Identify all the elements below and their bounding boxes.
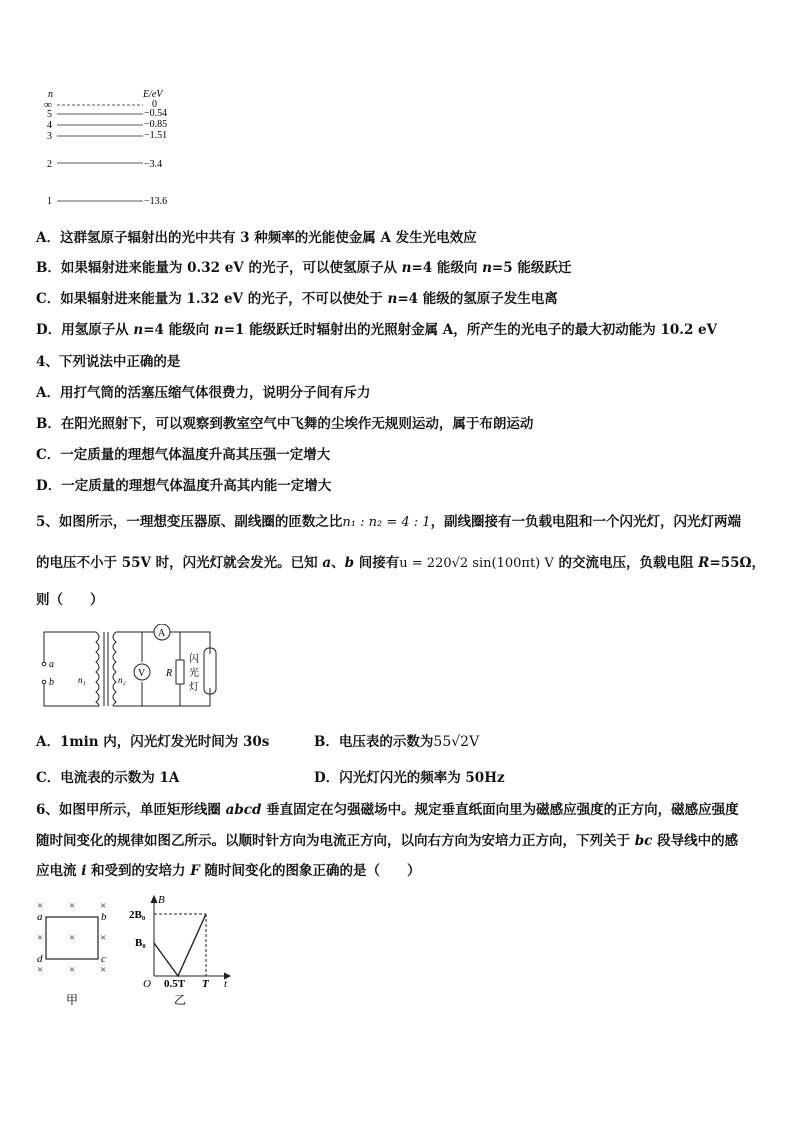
q4-stem: 4、下列说法中正确的是 — [36, 354, 181, 370]
q5-stem-line2: 的电压不小于 55V 时，闪光灯就会发光。已知 a、b 间接有u = 220√2 sin(100πt) V 的交流电压，负载电阻 R=55Ω， — [36, 555, 766, 571]
terminal-a: a — [49, 659, 54, 670]
level-n-1: 1 — [47, 196, 52, 207]
y-tick-2b0: 2B₀ — [129, 909, 146, 921]
svg-text:×: × — [100, 932, 107, 944]
label-n1: n₁ — [78, 675, 86, 685]
corner-c: c — [101, 953, 106, 965]
level-e-1: −13.6 — [144, 196, 168, 207]
caption-jia: 甲 — [66, 993, 79, 1007]
y-axis-label: B — [158, 894, 165, 906]
level-e-3: −1.51 — [144, 130, 168, 141]
origin-label: O — [143, 978, 151, 990]
svg-text:×: × — [69, 932, 76, 944]
level-n-5: 5 — [47, 109, 52, 120]
q5-stem-line3: 则（ ） — [36, 592, 104, 608]
voltage-formula: u = 220√2 sin(100πt) V — [399, 556, 554, 571]
q5-stem-line1: 5、如图所示，一理想变压器原、副线圈的匝数之比n₁ : n₂ = 4 : 1，副线圈接有一负载电阻和一个闪光灯，闪光灯两端 — [36, 514, 742, 530]
corner-a: a — [37, 911, 43, 923]
q5-option-d: D．闪光灯闪光的频率为 50Hz — [314, 770, 505, 786]
resistor-icon — [176, 660, 184, 684]
q4-option-c: C．一定质量的理想气体温度升高其压强一定增大 — [36, 447, 331, 463]
flash-lamp-icon — [204, 648, 216, 694]
q3-option-d: D．用氢原子从 n=4 能级向 n=1 能级跃迁时辐射出的光照射金属 A，所产生的光电子的最大初动能为 10.2 eV — [36, 322, 718, 338]
level-e-4: −0.85 — [144, 119, 168, 130]
turns-ratio: n₁ : n₂ = 4 : 1 — [342, 515, 431, 530]
svg-text:R: R — [166, 668, 173, 679]
level-n-4: 4 — [47, 120, 52, 131]
svg-text:A: A — [158, 628, 166, 639]
q5-option-b: B．电压表的示数为55√2V — [314, 734, 480, 750]
corner-b: b — [101, 911, 107, 923]
q6-stem-line3: 应电流 i 和受到的安培力 F 随时间变化的图象正确的是（ ） — [36, 863, 421, 879]
svg-text:×: × — [37, 964, 44, 976]
e-axis-label: E/eV — [143, 89, 163, 100]
svg-text:×: × — [100, 900, 107, 912]
figure-yi-b-t-graph — [126, 890, 236, 1010]
x-tick-t: T — [202, 978, 209, 990]
level-e-2: −3.4 — [144, 159, 163, 170]
transformer-circuit — [38, 624, 228, 714]
svg-text:×: × — [100, 964, 107, 976]
x-tick-half-t: 0.5T — [164, 978, 186, 990]
level-n-3: 3 — [47, 131, 52, 142]
label-n2: n₂ — [118, 675, 126, 685]
svg-text:×: × — [37, 932, 44, 944]
svg-text:灯: 灯 — [189, 682, 199, 693]
q4-option-d: D．一定质量的理想气体温度升高其内能一定增大 — [36, 478, 332, 494]
caption-yi: 乙 — [174, 993, 187, 1007]
corner-d: d — [37, 953, 43, 965]
n-axis-label: n — [48, 89, 53, 100]
svg-text:光: 光 — [189, 668, 199, 679]
q4-option-a: A．用打气筒的活塞压缩气体很费力，说明分子间有斥力 — [36, 385, 371, 401]
level-e-5: −0.54 — [144, 108, 168, 119]
level-n-inf: ∞ — [44, 99, 52, 111]
svg-text:×: × — [69, 900, 76, 912]
svg-text:×: × — [69, 964, 76, 976]
svg-text:闪: 闪 — [189, 654, 199, 665]
q5-option-c: C．电流表的示数为 1A — [36, 770, 180, 786]
energy-level-diagram — [40, 86, 190, 210]
q3-option-c: C．如果辐射进来能量为 1.32 eV 的光子，不可以使处于 n=4 能级的氢原子发生电离 — [36, 291, 558, 307]
terminal-b: b — [49, 677, 54, 688]
x-axis-label: t — [224, 978, 228, 990]
svg-text:V: V — [138, 668, 146, 679]
svg-text:×: × — [37, 900, 44, 912]
y-tick-b0: B₀ — [135, 937, 146, 949]
q3-option-b: B．如果辐射进来能量为 0.32 eV 的光子，可以使氢原子从 n=4 能级向 n=5 能级跃迁 — [36, 260, 572, 276]
q6-stem-line1: 6、如图甲所示，单匝矩形线圈 abcd 垂直固定在匀强磁场中。规定垂直纸面向里为磁感应强度的正方向，磁感应强度 — [36, 802, 739, 818]
figure-jia-coil — [34, 896, 114, 1008]
q6-stem-line2: 随时间变化的规律如图乙所示。以顺时针方向为电流正方向，以向右方向为安培力正方向，下列关于 bc 段导线中的感 — [36, 833, 739, 849]
level-n-2: 2 — [47, 159, 52, 170]
q5-option-a: A．1min 内，闪光灯发光时间为 30s — [36, 734, 270, 750]
q4-option-b: B．在阳光照射下，可以观察到教室空气中飞舞的尘埃作无规则运动，属于布朗运动 — [36, 416, 534, 432]
level-e-inf: 0 — [152, 99, 157, 110]
q3-option-a: A．这群氢原子辐射出的光中共有 3 种频率的光能使金属 A 发生光电效应 — [36, 230, 477, 246]
